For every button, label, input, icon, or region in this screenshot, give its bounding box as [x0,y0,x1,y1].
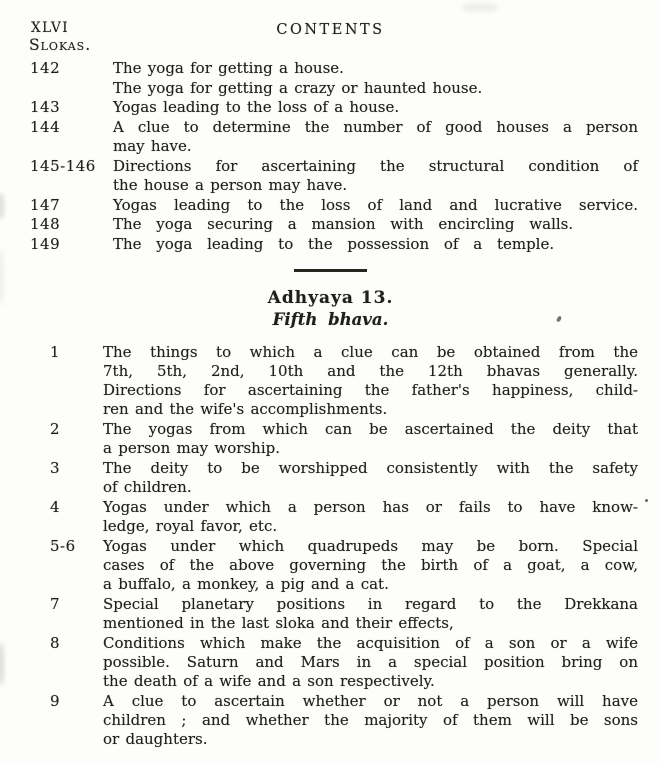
toc-section-adhyaya-13 [0,343,661,749]
toc-entry [0,537,661,594]
entry-number: 8 [50,633,61,652]
toc-entry [0,79,661,99]
entry-number: 2 [50,419,61,438]
scan-smudge [0,250,3,305]
entry-number: 5-6 [50,536,76,555]
entry-text-line: Yogas under which quadrupeds may be born. Special [103,536,638,555]
page-title: CONTENTS [276,22,385,38]
entry-text-line: The deity to be worshipped consistently with the safety [103,458,638,477]
chapter-subheading: Fifth bhava. [272,309,389,329]
entry-text [103,634,638,691]
toc-section-slokas-142-149 [0,59,661,254]
entry-text [113,235,638,255]
entry-text-line: A clue to ascertain whether or not a person will have [103,691,638,710]
entry-text-line: may have. [113,137,192,155]
toc-entry [0,692,661,749]
entry-text-line: The yoga securing a mansion with encircling walls. [113,215,574,233]
entry-text [113,79,638,99]
entry-text-line: Directions for ascertaining the structural condition of [113,156,638,175]
entry-text-line: a person may worship. [103,438,280,457]
entry-text-line: ledge, royal favor, etc. [103,516,278,535]
toc-entry [0,595,661,633]
toc-entry [0,498,661,536]
entry-text-line: Yogas under which a person has or fails to have know- [103,497,638,516]
entry-text [103,595,638,633]
page-number: XLVI [31,20,70,36]
entry-number: 142 [30,59,61,77]
entry-text-line: mentioned in the last sloka and their effects, [103,613,454,632]
entry-number: 147 [30,195,61,214]
entry-text-line: the house a person may have. [113,176,348,194]
entry-text-line: Yogas leading to the loss of land and lucrative service. [113,195,638,214]
entry-number: 9 [50,691,61,710]
scan-smudge [0,193,4,219]
entry-text-line: Special planetary positions in regard to the Drekkana [103,594,638,613]
entry-number: 4 [50,497,61,516]
entry-number [30,79,113,99]
toc-entry [0,157,661,196]
toc-entry [0,634,661,691]
entry-number: 1 [50,342,61,361]
entry-text [103,692,638,749]
entry-number: 7 [50,594,61,613]
scan-speck [645,499,648,502]
entry-text [113,196,638,216]
entry-text [103,498,638,536]
entry-text-line: ren and the wife's accomplishments. [103,399,388,418]
entry-text-line: Conditions which make the acquisition of a son or a wife [103,633,638,652]
toc-entry [0,235,661,255]
toc-entry [0,343,661,419]
entry-text-line: the death of a wife and a son respectively. [103,671,435,690]
toc-entry [0,196,661,216]
entry-text-line: or daughters. [103,729,208,748]
section-divider-rule [294,269,367,272]
entry-number: 143 [30,98,61,116]
entry-number: 145-146 [30,156,96,175]
entry-text-line: 7th, 5th, 2nd, 10th and the 12th bhavas generally. [103,361,638,380]
toc-entry [0,459,661,497]
entry-text-line: Yogas leading to the loss of a house. [113,98,400,116]
entry-number: 3 [50,458,61,477]
entry-text-line: a buffalo, a monkey, a pig and a cat. [103,574,389,593]
entry-text-line: cases of the above governing the birth of a goat, a cow, [103,555,638,574]
entry-text-line: The things to which a clue can be obtained from the [103,342,638,361]
entry-number: 149 [30,234,61,253]
entry-text [113,157,638,196]
entry-text [113,59,638,79]
chapter-heading: Adhyaya 13. [267,287,394,308]
entry-text [103,343,638,419]
entry-text [103,459,638,497]
scan-smudge [0,643,4,685]
entry-text [113,98,638,118]
toc-entry [0,98,661,118]
toc-entry [0,215,661,235]
entry-text-line: The yoga for getting a house. [113,59,344,77]
entry-text [103,537,638,594]
entry-text-line: possible. Saturn and Mars in a special position bring on [103,652,638,671]
slokas-column-label: Slokas. [29,36,92,54]
toc-entry [0,420,661,458]
entry-text-line: of children. [103,477,192,496]
entry-text [103,420,638,458]
entry-text-line: The yoga leading to the possession of a temple. [113,234,555,253]
scan-smudge [462,3,498,12]
entry-text [113,118,638,157]
toc-entry [0,118,661,157]
toc-content [0,59,661,749]
entry-text-line: Directions for ascertaining the father's happiness, child- [103,380,638,399]
toc-entry [0,59,661,79]
entry-text-line: The yogas from which can be ascertained the deity that [103,419,638,438]
entry-text-line: children ; and whether the majority of them will be sons [103,710,638,729]
entry-text [113,215,638,235]
entry-text-line: A clue to determine the number of good houses a person [113,117,638,136]
entry-text-line: The yoga for getting a crazy or haunted house. [113,78,483,97]
entry-number: 148 [30,215,61,233]
entry-number: 144 [30,117,61,136]
